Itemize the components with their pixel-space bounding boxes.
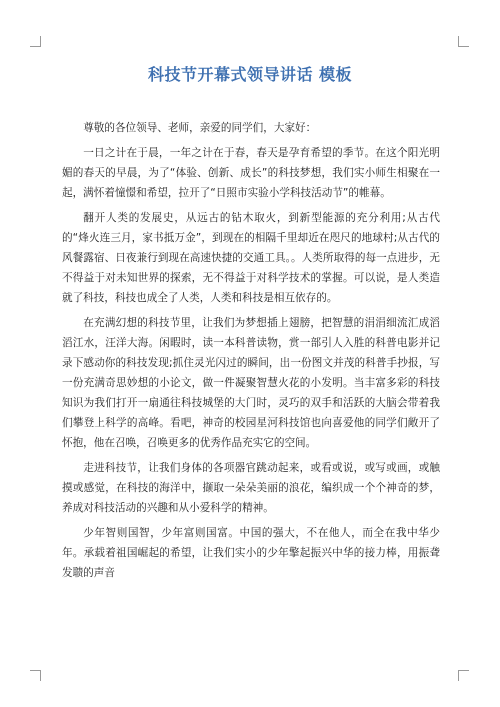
- paragraph-festival: 在充满幻想的科技节里，让我们为梦想插上翅膀，把智慧的涓涓细流汇成滔滔江水，汪洋大海。闲暇时，读一本科普读物，赏一部引人入胜的科普电影并记录下感动你的科技发现;抓住灵光闪过的瞬间，出一份图文并茂的科普手抄报，写一份充满奇思妙想的小论文，做一件凝聚智慧火花的小发明。当丰富多彩的科技知识为我们打开一扇通往科技城堡的大门时，灵巧的双手和活跃的大脑会带着我们攀登上科学的高峰。看吧，神奇的校园星河科技馆也向喜爱他的同学们敞开了怀抱，他在召唤，召唤更多的优秀作品充实它的空间。: [62, 317, 440, 449]
- crop-mark-top-right: [458, 36, 469, 47]
- crop-mark-top-left: [30, 36, 41, 47]
- document-body: [62, 118, 440, 588]
- crop-mark-bottom-right: [458, 670, 469, 681]
- crop-mark-bottom-left: [30, 670, 41, 681]
- paragraph-salutation: 尊敬的各位领导、老师，亲爱的同学们，大家好：: [83, 122, 317, 134]
- paragraph-history: 翻开人类的发展史，从远古的钻木取火，到新型能源的充分利用;从古代的“烽火连三月，家书抵万金”，到现在的相隔千里却近在咫尺的地球村;从古代的风餐露宿、日夜兼行到现在高速快捷的交通工具。。人类所取得的每一点进步，无不得益于对未知世界的探索，无不得益于对科学技术的掌握。可以说，是人类造就了科技，科技也成全了人类，人类和科技是相互依存的。: [62, 212, 440, 304]
- paragraph-opening: 一日之计在于晨，一年之计在于春，春天是孕育希望的季节。在这个阳光明媚的春天的早晨，为了“体验、创新、成长”的科技梦想，我们实小师生相聚在一起，满怀着憧憬和希望，拉开了“日照市实验小学科技活动节”的帷幕。: [62, 147, 440, 199]
- paragraph-youth: 少年智则国智，少年富则国富。中国的强大，不在他人，而全在我中华少年。承载着祖国崛起的希望，让我们实小的少年擎起振兴中华的接力棒，用振聋发聩的声音: [62, 527, 440, 579]
- document-title: 科技节开幕式领导讲话 模板: [147, 65, 353, 84]
- paragraph-participation: 走进科技节，让我们身体的各项器官跳动起来，或看或说，或写或画，或触摸或感觉，在科技的海洋中，撷取一朵朵美丽的浪花，编织成一个个神奇的梦，养成对科技活动的兴趣和从小爱科学的精神。: [62, 462, 440, 514]
